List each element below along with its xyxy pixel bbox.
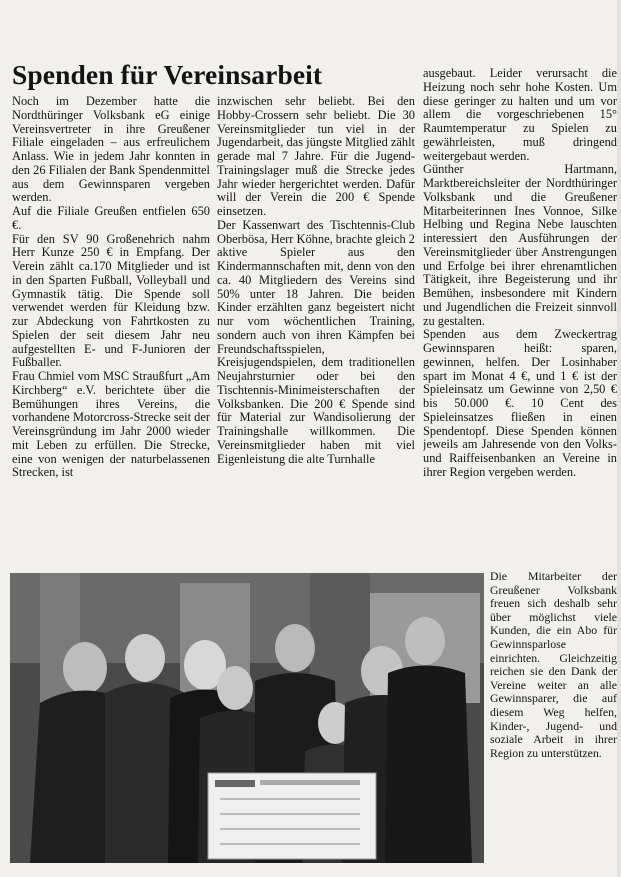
paragraph: Spenden aus dem Zweckertrag Gewinnsparen heißt: sparen, gewinnen, helfen. Der Losinhaber spart im Monat 4 €, und 1 € ist der Spieleinsatz um Gewinne von 2,50 € bis 50.000 €. 10 Cent des Spieleinsatzes fließen in einen Spendentopf. Diese Spenden können jeweils am Jahresende von den Volks- und Raiffeisenbanken an Vereine in ihrer Region vergeben werden. <box>423 327 617 479</box>
paragraph: inzwischen sehr beliebt. Bei den Hobby-Crossern sehr beliebt. Die 30 Vereinsmitglieder tun viel in der Jugendarbeit, das jüngste Mitglied zählt gerade mal 7 Jahre. Für die Jugend-Trainingslager muß die Strecke jedes Jahr wieder hergerichtet werden. Dafür will der Verein die 200 € Spende einsetzen. <box>217 95 415 218</box>
paragraph: ausgebaut. Leider verursacht die Heizung noch sehr hohe Kosten. Um diese geringer zu halten und um vor allem die vorgeschriebenen 15° Raumtemperatur zu Spielen zu gewährleisten, muß dringend weitergebaut werden. <box>423 67 617 163</box>
paragraph: Noch im Dezember hatte die Nordthüringer Volksbank eG einige Vereinsvertreter in ihre Greußener Filiale eingeladen – aus erfreulichem Anlass. Wie in jedem Jahr konnten in den 26 Filialen der Bank Spendenmittel aus dem Gewinnsparen vergeben werden. <box>12 95 210 205</box>
scan-edge <box>617 0 621 877</box>
article-column-1 <box>12 95 210 570</box>
photo-caption <box>490 570 617 840</box>
paragraph: Auf die Filiale Greußen entfielen 650 €. <box>12 204 210 232</box>
paragraph: Die Mitarbeiter der Greußener Volksbank freuen sich deshalb sehr über möglichst viele Kunden, die ein Abo für Gewinnsparlose einrichten. Gleichzeitig reichen sie den Dank der Vereine weiter an alle Gewinnsparer, die auf diesem Weg helfen, Kinder-, Jugend- und soziale Arbeit in ihrer Region zu unterstützen. <box>490 570 617 760</box>
article-column-3 <box>423 67 617 567</box>
paragraph: Günther Hartmann, Marktbereichsleiter der Nordthüringer Volksbank und die Greußener Mitarbeiterinnen Ines Vonnoe, Silke Helbing und Regina Nebe lauschten interessiert den Ausführungen der Vereinsmitglieder über Anstrengungen und Erfolge bei ihrer ehrenamtlichen Tätigkeit, ihre Begeisterung und ihr Bemühen, insbesondere mit Kindern und Jugendlichen die Freizeit sinnvoll zu gestalten. <box>423 162 617 328</box>
article-column-2 <box>217 95 415 570</box>
paragraph: Frau Chmiel vom MSC Straußfurt „Am Kirchberg“ e.V. berichtete über die Bemühungen ihres Vereins, die vorhandene Motorcross-Strecke seit der Vereinsgründung im Jahr 2000 wieder mit Leben zu erfüllen. Die Strecke, eine von wenigen der naturbelassenen Strecken, ist <box>12 369 210 480</box>
group-photo <box>10 573 484 863</box>
headline: Spenden für Vereinsarbeit <box>12 59 323 90</box>
paragraph: Der Kassenwart des Tischtennis-Club Oberbösa, Herr Köhne, brachte gleich 2 aktive Spieler aus den Kindermannschaften mit, denn von den ca. 40 Mitgliedern des Vereins sind 50% unter 18 Jahren. Die beiden Kinder erzählten ganz begeistert nicht nur vom wöchentlichen Training, sondern auch von ihren Kämpfen bei Freundschaftsspielen, Kreisjugendspielen, dem traditionellen Neujahrsturnier oder bei den Tischtennis-Minimeisterschaften der Volksbanken. Die 200 € Spende sind für Material zur Wandisolierung der Trainingshalle willkommen. Die Vereinsmitglieder haben mit viel Eigenleistung die alte Turnhalle <box>217 217 415 466</box>
paragraph: Für den SV 90 Großenehrich nahm Herr Kunze 250 € in Empfang. Der Verein zählt ca.170 Mitglieder und ist in den Sparten Fußball, Volleyball und Gymnastik tätig. Die Spende soll verwendet werden für Kleidung bzw. zur Abdeckung von Fahrtkosten zu Spielen der seit diesem Jahr neu aufgestellten E- und F-Junioren der Fußballer. <box>12 231 210 370</box>
